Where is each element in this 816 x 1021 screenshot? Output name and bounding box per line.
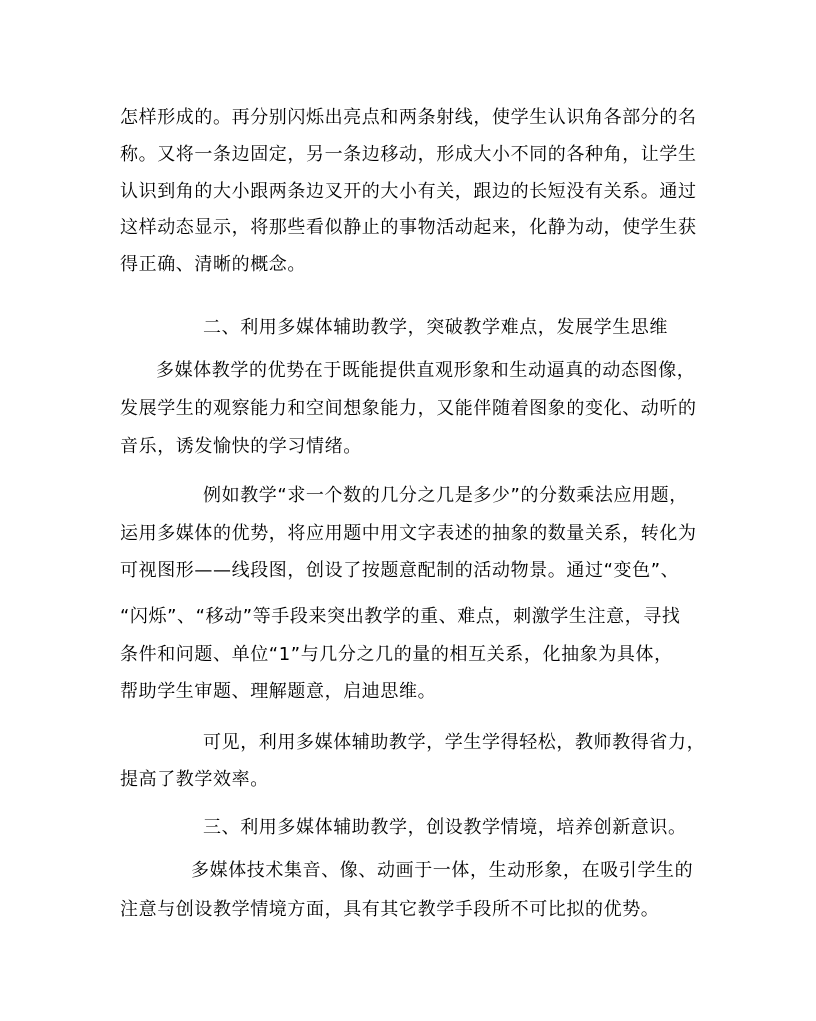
paragraph-line: 提高了教学效率。 [120, 769, 269, 790]
paragraph-line: 这样动态显示，将那些看似静止的事物活动起来，化静为动，使学生获 [120, 217, 697, 238]
paragraph-line: 认识到角的大小跟两条边叉开的大小有关，跟边的长短没有关系。通过 [120, 181, 697, 202]
paragraph-line: “闪烁”、“移动”等手段来突出教学的重、难点，刺激学生注意，寻找 [120, 606, 681, 627]
paragraph-line: 多媒体教学的优势在于既能提供直观形象和生动逼真的动态图像， [156, 360, 696, 381]
section-heading-2: 二、利用多媒体辅助教学，突破教学难点，发展学生思维 [203, 317, 668, 338]
paragraph-line: 怎样形成的。再分别闪烁出亮点和两条射线，使学生认识角各部分的名 [120, 107, 697, 128]
paragraph-line: 帮助学生审题、理解题意，启迪思维。 [120, 681, 437, 702]
paragraph-line: 发展学生的观察能力和空间想象能力，又能伴随着图象的变化、动听的 [120, 398, 697, 419]
paragraph-line: 可见，利用多媒体辅助教学，学生学得轻松，教师教得省力， [203, 732, 706, 753]
paragraph-line: 可视图形——线段图，创设了按题意配制的活动物景。通过“变色”、 [120, 560, 680, 581]
paragraph-line: 注意与创设教学情境方面，具有其它教学手段所不可比拟的优势。 [120, 899, 660, 920]
paragraph-line: 音乐，诱发愉快的学习情绪。 [120, 436, 362, 457]
paragraph-line: 称。又将一条边固定，另一条边移动，形成大小不同的各种角，让学生 [120, 144, 697, 165]
paragraph-line: 例如教学“求一个数的几分之几是多少”的分数乘法应用题， [203, 485, 688, 506]
section-heading-3: 三、利用多媒体辅助教学，创设教学情境，培养创新意识。 [203, 817, 687, 838]
paragraph-line: 得正确、清晰的概念。 [120, 254, 306, 275]
paragraph-line: 条件和问题、单位“1”与几分之几的量的相互关系，化抽象为具体， [120, 644, 673, 665]
paragraph-line: 多媒体技术集音、像、动画于一体，生动形象，在吸引学生的 [191, 860, 694, 881]
paragraph-line: 运用多媒体的优势，将应用题中用文字表述的抽象的数量关系，转化为 [120, 523, 697, 544]
